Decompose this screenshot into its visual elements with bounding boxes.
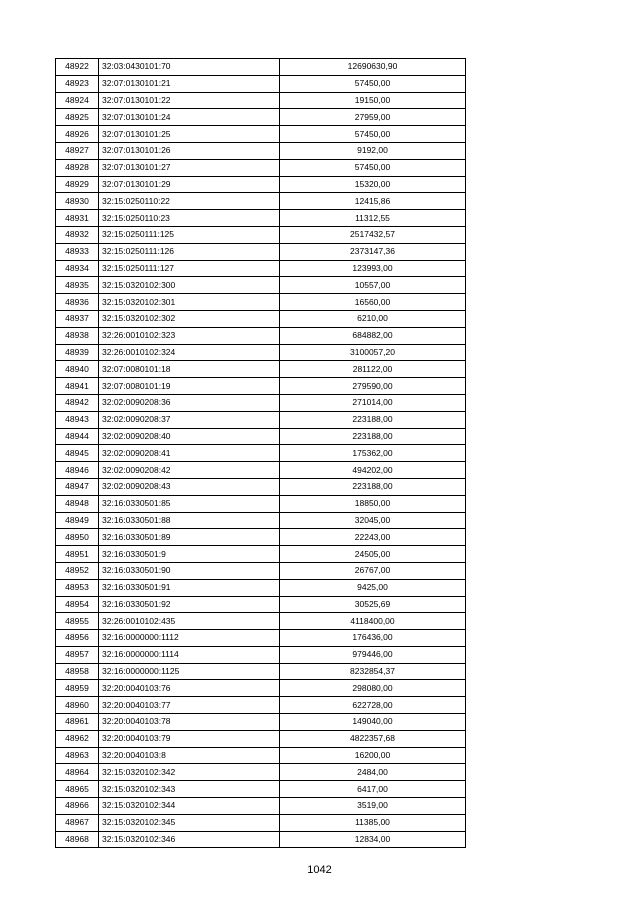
cadastral-number-cell: 32:15:0320102:342 bbox=[99, 764, 280, 781]
cadastral-number-cell: 32:07:0130101:29 bbox=[99, 176, 280, 193]
row-number-cell: 48952 bbox=[56, 562, 99, 579]
row-number-cell: 48930 bbox=[56, 193, 99, 210]
table-row bbox=[56, 646, 466, 663]
cadastral-number-cell: 32:20:0040103:79 bbox=[99, 730, 280, 747]
cadastral-number-cell: 32:02:0090208:40 bbox=[99, 428, 280, 445]
table-row bbox=[56, 59, 466, 76]
table-row bbox=[56, 831, 466, 848]
row-number-cell: 48948 bbox=[56, 495, 99, 512]
cadastral-value-cell: 19150,00 bbox=[280, 92, 466, 109]
cadastral-value-cell: 32045,00 bbox=[280, 512, 466, 529]
table-row bbox=[56, 478, 466, 495]
cadastral-number-cell: 32:15:0320102:301 bbox=[99, 294, 280, 311]
cadastral-value-cell: 15320,00 bbox=[280, 176, 466, 193]
cadastral-number-cell: 32:15:0320102:345 bbox=[99, 814, 280, 831]
cadastral-value-cell: 9425,00 bbox=[280, 579, 466, 596]
table-row bbox=[56, 445, 466, 462]
table-row bbox=[56, 546, 466, 563]
row-number-cell: 48946 bbox=[56, 462, 99, 479]
cadastral-number-cell: 32:15:0320102:300 bbox=[99, 277, 280, 294]
row-number-cell: 48935 bbox=[56, 277, 99, 294]
cadastral-number-cell: 32:16:0330501:90 bbox=[99, 562, 280, 579]
cadastral-number-cell: 32:16:0330501:88 bbox=[99, 512, 280, 529]
row-number-cell: 48967 bbox=[56, 814, 99, 831]
cadastral-value-cell: 223188,00 bbox=[280, 478, 466, 495]
table-row bbox=[56, 294, 466, 311]
row-number-cell: 48944 bbox=[56, 428, 99, 445]
cadastral-value-cell: 16200,00 bbox=[280, 747, 466, 764]
cadastral-number-cell: 32:16:0330501:92 bbox=[99, 596, 280, 613]
cadastral-number-cell: 32:16:0000000:1125 bbox=[99, 663, 280, 680]
row-number-cell: 48949 bbox=[56, 512, 99, 529]
cadastral-number-cell: 32:07:0080101:19 bbox=[99, 378, 280, 395]
cadastral-number-cell: 32:15:0320102:344 bbox=[99, 798, 280, 815]
table-row bbox=[56, 327, 466, 344]
cadastral-value-cell: 176436,00 bbox=[280, 630, 466, 647]
table-row bbox=[56, 193, 466, 210]
cadastral-value-cell: 22243,00 bbox=[280, 529, 466, 546]
cadastral-number-cell: 32:02:0090208:37 bbox=[99, 411, 280, 428]
table-row bbox=[56, 529, 466, 546]
row-number-cell: 48955 bbox=[56, 613, 99, 630]
table-row bbox=[56, 428, 466, 445]
cadastral-value-cell: 18850,00 bbox=[280, 495, 466, 512]
table-row bbox=[56, 495, 466, 512]
table-row bbox=[56, 277, 466, 294]
cadastral-value-cell: 6210,00 bbox=[280, 310, 466, 327]
cadastral-number-cell: 32:07:0130101:25 bbox=[99, 126, 280, 143]
cadastral-value-cell: 30525,69 bbox=[280, 596, 466, 613]
table-row bbox=[56, 814, 466, 831]
table-row bbox=[56, 142, 466, 159]
table-row bbox=[56, 764, 466, 781]
cadastral-number-cell: 32:15:0320102:343 bbox=[99, 781, 280, 798]
row-number-cell: 48943 bbox=[56, 411, 99, 428]
cadastral-number-cell: 32:20:0040103:77 bbox=[99, 697, 280, 714]
cadastral-value-cell: 57450,00 bbox=[280, 126, 466, 143]
table-row bbox=[56, 92, 466, 109]
table-row bbox=[56, 109, 466, 126]
cadastral-number-cell: 32:15:0250111:126 bbox=[99, 243, 280, 260]
table-row bbox=[56, 260, 466, 277]
table-row bbox=[56, 344, 466, 361]
cadastral-value-cell: 26767,00 bbox=[280, 562, 466, 579]
table-row bbox=[56, 579, 466, 596]
row-number-cell: 48923 bbox=[56, 75, 99, 92]
row-number-cell: 48963 bbox=[56, 747, 99, 764]
cadastral-value-cell: 2484,00 bbox=[280, 764, 466, 781]
cadastral-number-cell: 32:20:0040103:8 bbox=[99, 747, 280, 764]
cadastral-value-cell: 12834,00 bbox=[280, 831, 466, 848]
row-number-cell: 48937 bbox=[56, 310, 99, 327]
cadastral-number-cell: 32:15:0320102:346 bbox=[99, 831, 280, 848]
cadastral-value-cell: 4118400,00 bbox=[280, 613, 466, 630]
cadastral-number-cell: 32:16:0330501:9 bbox=[99, 546, 280, 563]
row-number-cell: 48934 bbox=[56, 260, 99, 277]
row-number-cell: 48931 bbox=[56, 210, 99, 227]
table-row bbox=[56, 394, 466, 411]
row-number-cell: 48922 bbox=[56, 59, 99, 76]
cadastral-value-cell: 24505,00 bbox=[280, 546, 466, 563]
row-number-cell: 48947 bbox=[56, 478, 99, 495]
row-number-cell: 48960 bbox=[56, 697, 99, 714]
cadastral-number-cell: 32:16:0000000:1114 bbox=[99, 646, 280, 663]
cadastral-number-cell: 32:16:0330501:85 bbox=[99, 495, 280, 512]
cadastral-value-cell: 622728,00 bbox=[280, 697, 466, 714]
cadastral-value-cell: 6417,00 bbox=[280, 781, 466, 798]
row-number-cell: 48965 bbox=[56, 781, 99, 798]
table-row bbox=[56, 310, 466, 327]
row-number-cell: 48924 bbox=[56, 92, 99, 109]
cadastral-number-cell: 32:26:0010102:435 bbox=[99, 613, 280, 630]
table-row bbox=[56, 613, 466, 630]
page-number: 1042 bbox=[307, 864, 332, 876]
cadastral-number-cell: 32:07:0130101:24 bbox=[99, 109, 280, 126]
row-number-cell: 48926 bbox=[56, 126, 99, 143]
row-number-cell: 48957 bbox=[56, 646, 99, 663]
cadastral-value-cell: 4822357,68 bbox=[280, 730, 466, 747]
row-number-cell: 48950 bbox=[56, 529, 99, 546]
table-row bbox=[56, 798, 466, 815]
cadastral-value-cell: 10557,00 bbox=[280, 277, 466, 294]
table-row bbox=[56, 462, 466, 479]
cadastral-value-cell: 271014,00 bbox=[280, 394, 466, 411]
cadastral-value-cell: 11312,55 bbox=[280, 210, 466, 227]
table-row bbox=[56, 697, 466, 714]
row-number-cell: 48932 bbox=[56, 226, 99, 243]
row-number-cell: 48929 bbox=[56, 176, 99, 193]
cadastral-value-cell: 9192,00 bbox=[280, 142, 466, 159]
cadastral-value-cell: 27959,00 bbox=[280, 109, 466, 126]
cadastral-value-cell: 57450,00 bbox=[280, 75, 466, 92]
cadastral-number-cell: 32:07:0130101:22 bbox=[99, 92, 280, 109]
cadastral-value-cell: 223188,00 bbox=[280, 411, 466, 428]
cadastral-value-table bbox=[55, 58, 466, 848]
cadastral-number-cell: 32:07:0130101:26 bbox=[99, 142, 280, 159]
table-row bbox=[56, 730, 466, 747]
cadastral-number-cell: 32:02:0090208:43 bbox=[99, 478, 280, 495]
table-row bbox=[56, 630, 466, 647]
cadastral-value-cell: 16560,00 bbox=[280, 294, 466, 311]
table-row bbox=[56, 680, 466, 697]
cadastral-number-cell: 32:15:0320102:302 bbox=[99, 310, 280, 327]
table-row bbox=[56, 663, 466, 680]
row-number-cell: 48954 bbox=[56, 596, 99, 613]
cadastral-value-cell: 57450,00 bbox=[280, 159, 466, 176]
table-row bbox=[56, 210, 466, 227]
table-row bbox=[56, 126, 466, 143]
row-number-cell: 48958 bbox=[56, 663, 99, 680]
row-number-cell: 48938 bbox=[56, 327, 99, 344]
cadastral-value-cell: 8232854,37 bbox=[280, 663, 466, 680]
table-row bbox=[56, 747, 466, 764]
table-row bbox=[56, 378, 466, 395]
table-row bbox=[56, 159, 466, 176]
row-number-cell: 48962 bbox=[56, 730, 99, 747]
row-number-cell: 48928 bbox=[56, 159, 99, 176]
cadastral-value-cell: 12415,86 bbox=[280, 193, 466, 210]
cadastral-value-cell: 2373147,36 bbox=[280, 243, 466, 260]
cadastral-number-cell: 32:20:0040103:76 bbox=[99, 680, 280, 697]
row-number-cell: 48959 bbox=[56, 680, 99, 697]
table-row bbox=[56, 781, 466, 798]
cadastral-number-cell: 32:26:0010102:324 bbox=[99, 344, 280, 361]
row-number-cell: 48939 bbox=[56, 344, 99, 361]
table-body bbox=[56, 59, 466, 848]
row-number-cell: 48951 bbox=[56, 546, 99, 563]
row-number-cell: 48961 bbox=[56, 714, 99, 731]
table-row bbox=[56, 75, 466, 92]
cadastral-value-cell: 175362,00 bbox=[280, 445, 466, 462]
row-number-cell: 48941 bbox=[56, 378, 99, 395]
cadastral-number-cell: 32:15:0250111:125 bbox=[99, 226, 280, 243]
row-number-cell: 48945 bbox=[56, 445, 99, 462]
cadastral-value-cell: 494202,00 bbox=[280, 462, 466, 479]
row-number-cell: 48927 bbox=[56, 142, 99, 159]
row-number-cell: 48964 bbox=[56, 764, 99, 781]
cadastral-number-cell: 32:02:0090208:41 bbox=[99, 445, 280, 462]
table-row bbox=[56, 176, 466, 193]
cadastral-number-cell: 32:26:0010102:323 bbox=[99, 327, 280, 344]
row-number-cell: 48956 bbox=[56, 630, 99, 647]
table-row bbox=[56, 243, 466, 260]
table-row bbox=[56, 226, 466, 243]
cadastral-number-cell: 32:02:0090208:36 bbox=[99, 394, 280, 411]
table-row bbox=[56, 596, 466, 613]
cadastral-value-cell: 979446,00 bbox=[280, 646, 466, 663]
cadastral-number-cell: 32:16:0330501:91 bbox=[99, 579, 280, 596]
row-number-cell: 48940 bbox=[56, 361, 99, 378]
row-number-cell: 48933 bbox=[56, 243, 99, 260]
table-row bbox=[56, 512, 466, 529]
cadastral-value-cell: 2517432,57 bbox=[280, 226, 466, 243]
row-number-cell: 48925 bbox=[56, 109, 99, 126]
cadastral-number-cell: 32:16:0330501:89 bbox=[99, 529, 280, 546]
table-row bbox=[56, 361, 466, 378]
cadastral-value-cell: 279590,00 bbox=[280, 378, 466, 395]
cadastral-value-cell: 149040,00 bbox=[280, 714, 466, 731]
cadastral-value-cell: 223188,00 bbox=[280, 428, 466, 445]
cadastral-number-cell: 32:16:0000000:1112 bbox=[99, 630, 280, 647]
cadastral-value-cell: 684882,00 bbox=[280, 327, 466, 344]
cadastral-value-cell: 123993,00 bbox=[280, 260, 466, 277]
table-row bbox=[56, 714, 466, 731]
cadastral-number-cell: 32:07:0080101:18 bbox=[99, 361, 280, 378]
cadastral-number-cell: 32:20:0040103:78 bbox=[99, 714, 280, 731]
row-number-cell: 48953 bbox=[56, 579, 99, 596]
table-row bbox=[56, 562, 466, 579]
row-number-cell: 48968 bbox=[56, 831, 99, 848]
cadastral-value-cell: 3100057,20 bbox=[280, 344, 466, 361]
cadastral-value-cell: 11385,00 bbox=[280, 814, 466, 831]
row-number-cell: 48942 bbox=[56, 394, 99, 411]
cadastral-value-cell: 12690630,90 bbox=[280, 59, 466, 76]
cadastral-number-cell: 32:07:0130101:21 bbox=[99, 75, 280, 92]
cadastral-number-cell: 32:15:0250110:22 bbox=[99, 193, 280, 210]
cadastral-value-cell: 281122,00 bbox=[280, 361, 466, 378]
table-row bbox=[56, 411, 466, 428]
cadastral-number-cell: 32:02:0090208:42 bbox=[99, 462, 280, 479]
row-number-cell: 48966 bbox=[56, 798, 99, 815]
cadastral-value-cell: 3519,00 bbox=[280, 798, 466, 815]
cadastral-number-cell: 32:15:0250110:23 bbox=[99, 210, 280, 227]
cadastral-number-cell: 32:15:0250111:127 bbox=[99, 260, 280, 277]
row-number-cell: 48936 bbox=[56, 294, 99, 311]
cadastral-number-cell: 32:03:0430101:70 bbox=[99, 59, 280, 76]
cadastral-number-cell: 32:07:0130101:27 bbox=[99, 159, 280, 176]
cadastral-value-cell: 298080,00 bbox=[280, 680, 466, 697]
